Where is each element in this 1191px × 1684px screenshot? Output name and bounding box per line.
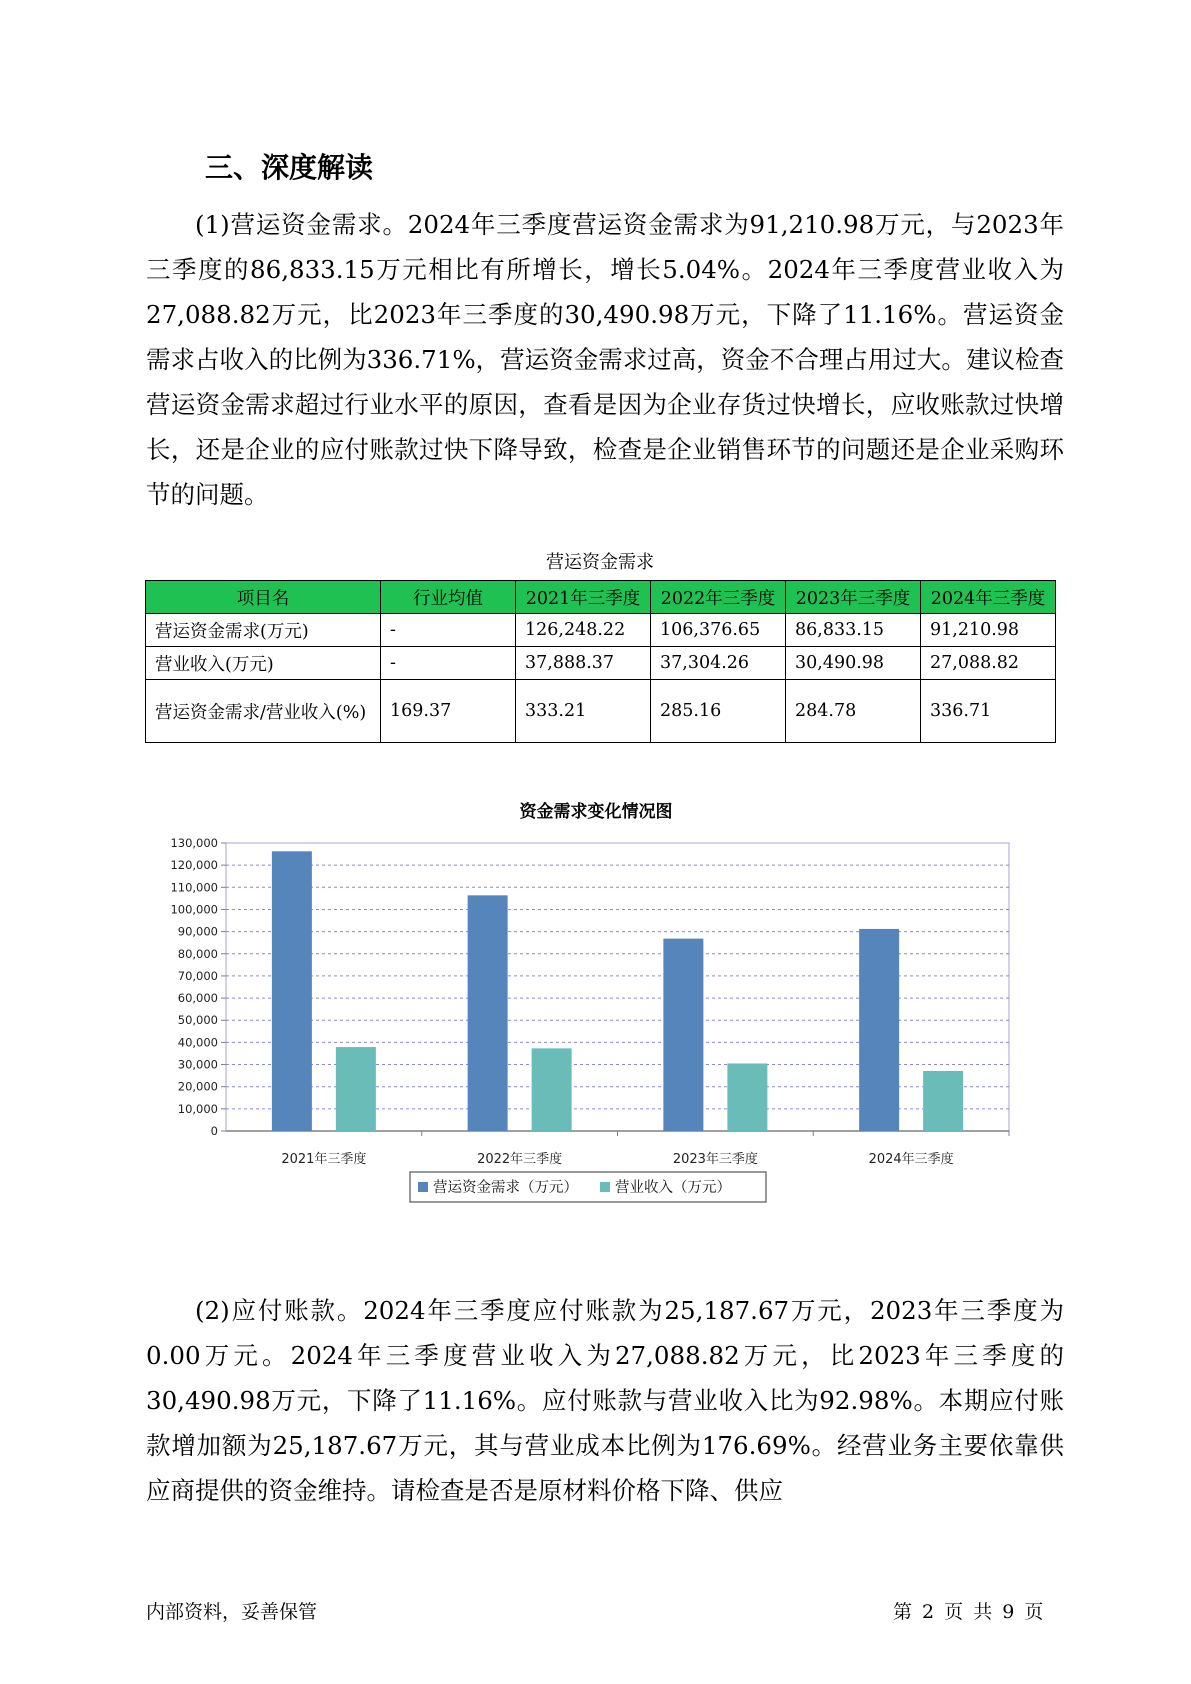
working-capital-table: [145, 580, 1056, 743]
legend-label: 营运资金需求（万元）: [433, 1180, 578, 1196]
table-cell: 37,888.37: [516, 647, 651, 680]
y-tick-label: 20,000: [177, 1079, 218, 1094]
table-header-cell: 行业均值: [381, 581, 516, 614]
bar: [923, 1071, 963, 1131]
bar: [532, 1048, 572, 1131]
bar: [859, 929, 899, 1131]
x-tick-label: 2024年三季度: [868, 1152, 954, 1167]
table-cell: 106,376.65: [651, 614, 786, 647]
table-cell: 30,490.98: [786, 647, 921, 680]
chart-legend: [410, 1172, 766, 1202]
chart-title: 资金需求变化情况图: [519, 802, 673, 822]
table-header-cell: 2022年三季度: [651, 581, 786, 614]
bar: [727, 1063, 767, 1131]
legend-swatch: [418, 1182, 428, 1192]
y-tick-label: 30,000: [177, 1057, 218, 1072]
table-row: [146, 614, 1056, 647]
footer-confidential: 内部资料，妥善保管: [146, 1601, 318, 1623]
legend-label: 营业收入（万元）: [615, 1180, 731, 1196]
table-row: [146, 647, 1056, 680]
bar: [663, 939, 703, 1131]
table-cell: 37,304.26: [651, 647, 786, 680]
table-cell: 336.71: [921, 680, 1056, 743]
y-tick-label: 80,000: [177, 946, 218, 961]
y-tick-label: 110,000: [170, 880, 218, 895]
table-cell: 169.37: [381, 680, 516, 743]
table-cell: 333.21: [516, 680, 651, 743]
y-tick-label: 100,000: [170, 902, 218, 917]
table-header-row: [146, 581, 1056, 614]
table-cell: 126,248.22: [516, 614, 651, 647]
table-cell: 营运资金需求/营业收入(%): [146, 680, 381, 743]
x-tick-label: 2022年三季度: [477, 1152, 563, 1167]
x-tick-label: 2021年三季度: [281, 1152, 367, 1167]
y-tick-label: 60,000: [177, 991, 218, 1006]
table-cell: -: [381, 614, 516, 647]
table-cell: 285.16: [651, 680, 786, 743]
chart-svg: [146, 795, 1046, 1255]
table-row: [146, 680, 1056, 743]
table-cell: 91,210.98: [921, 614, 1056, 647]
y-tick-label: 130,000: [170, 836, 218, 850]
table-cell: 营业收入(万元): [146, 647, 381, 680]
legend-swatch: [600, 1182, 610, 1192]
table-header-cell: 2021年三季度: [516, 581, 651, 614]
table-cell: -: [381, 647, 516, 680]
y-tick-label: 40,000: [177, 1035, 218, 1050]
y-tick-label: 90,000: [177, 924, 218, 939]
y-tick-label: 10,000: [177, 1101, 218, 1116]
table-header-cell: 2023年三季度: [786, 581, 921, 614]
table-header-cell: 项目名: [146, 581, 381, 614]
section-title: 三、深度解读: [205, 151, 374, 184]
table-header-cell: 2024年三季度: [921, 581, 1056, 614]
paragraph-accounts-payable: (2)应付账款。2024年三季度应付账款为25,187.67万元，2023年三季度为0.00万元。2024年三季度营业收入为27,088.82万元，比2023年三季度的30,490.98万元，下降了11.16%。应付账款与营业收入比为92.98%。本期应付账款增加额为25,187.67万元，其与营业成本比例为176.69%。经营业务主要依靠供应商提供的资金维持。请检查是否是原材料价格下降、供应: [146, 1296, 1064, 1505]
table-cell: 86,833.15: [786, 614, 921, 647]
x-tick-label: 2023年三季度: [672, 1152, 758, 1167]
table-cell: 284.78: [786, 680, 921, 743]
capital-demand-chart: [146, 795, 1046, 1259]
bar: [272, 851, 312, 1131]
y-tick-label: 0: [210, 1124, 218, 1138]
y-tick-label: 120,000: [170, 858, 218, 873]
paragraph-working-capital: (1)营运资金需求。2024年三季度营运资金需求为91,210.98万元，与2023年三季度的86,833.15万元相比有所增长，增长5.04%。2024年三季度营业收入为27,088.82万元，比2023年三季度的30,490.98万元，下降了11.16%。营运资金需求占收入的比例为336.71%，营运资金需求过高，资金不合理占用过大。建议检查营运资金需求超过行业水平的原因，查看是因为企业存货过快增长，应收账款过快增长，还是企业的应付账款过快下降导致，检查是企业销售环节的问题还是企业采购环节的问题。: [146, 210, 1064, 509]
bar: [336, 1047, 376, 1131]
chart-x-axis: [281, 1131, 1009, 1167]
footer-page-number: 第 2 页 共 9 页: [893, 1601, 1044, 1623]
bar: [468, 895, 508, 1131]
table-cell: 营运资金需求(万元): [146, 614, 381, 647]
table-cell: 27,088.82: [921, 647, 1056, 680]
y-tick-label: 70,000: [177, 968, 218, 983]
y-tick-label: 50,000: [177, 1013, 218, 1028]
table-caption: 营运资金需求: [546, 552, 654, 573]
